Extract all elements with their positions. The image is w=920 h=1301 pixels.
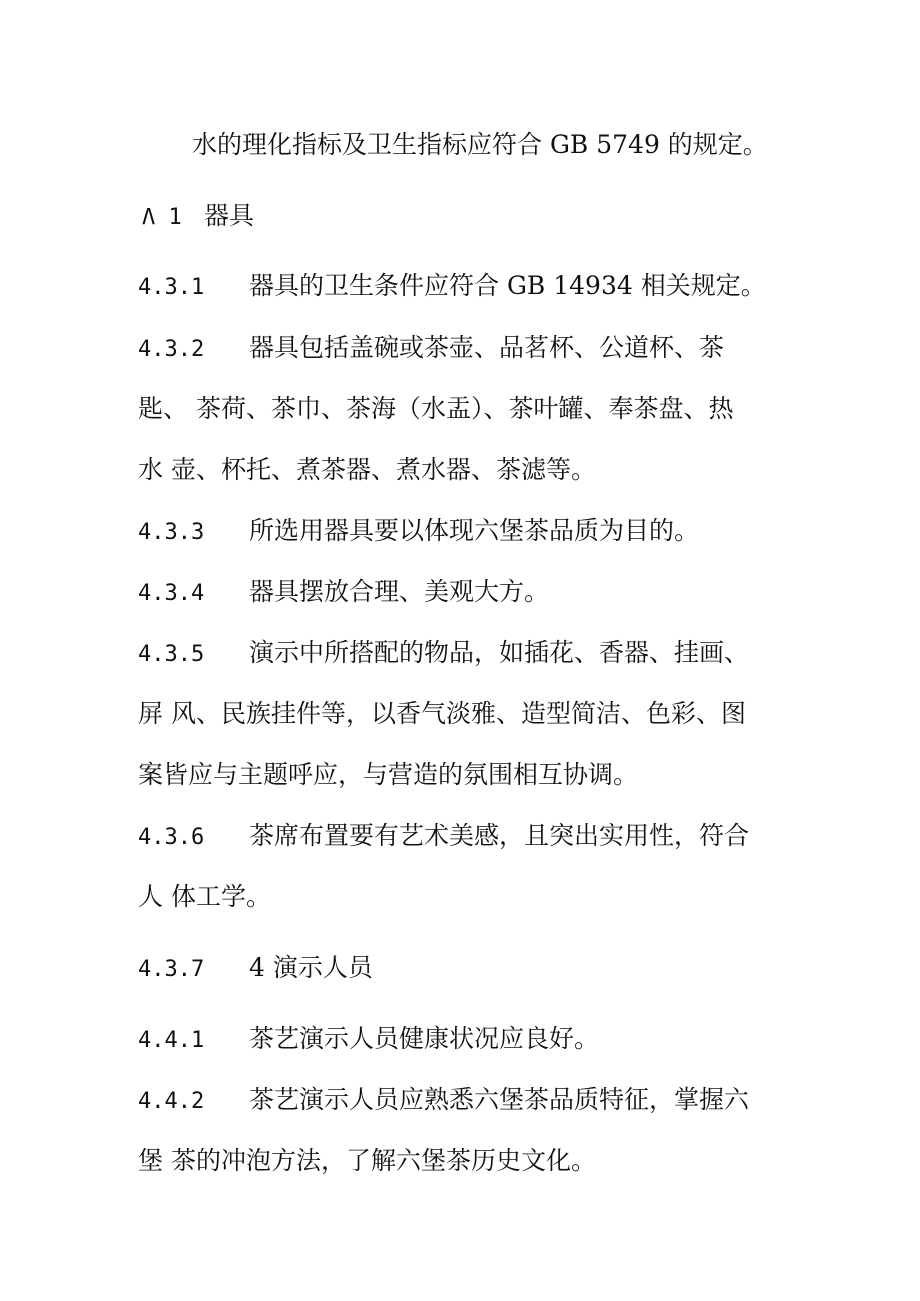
clause-text: 演示中所搭配的物品，如插花、香器、挂画、 xyxy=(249,638,750,667)
clause-number: 4.3.2 xyxy=(138,337,205,362)
clause-text: 4 演示人员 xyxy=(249,953,373,982)
clause-4-3-3 xyxy=(138,511,699,551)
clause-number: 4.3.1 xyxy=(138,275,205,300)
clause-4-3-5 xyxy=(138,633,749,673)
clause-text: 茶艺演示人员应熟悉六堡茶品质特征，掌握六 xyxy=(249,1085,750,1114)
clause-4-4-1 xyxy=(138,1019,599,1059)
clause-4-3-4 xyxy=(138,572,549,612)
clause-4-4-2 xyxy=(138,1080,749,1120)
section-heading-number: Λ 1 xyxy=(142,205,182,230)
clause-number: 4.3.7 xyxy=(138,957,205,982)
clause-number: 4.3.4 xyxy=(138,581,205,606)
clause-4-3-5-continued-1: 屏 风、民族挂件等，以香气淡雅、造型简洁、色彩、图 xyxy=(138,699,746,728)
clause-text: 器具摆放合理、美观大方。 xyxy=(249,577,550,606)
paragraph-water-standard: 水的理化指标及卫生指标应符合 GB 5749 的规定。 xyxy=(192,130,768,159)
clause-number: 4.4.2 xyxy=(138,1089,205,1114)
clause-number: 4.4.1 xyxy=(138,1028,205,1053)
clause-4-3-2 xyxy=(138,328,724,368)
clause-4-3-5-continued-2: 案皆应与主题呼应，与营造的氛围相互协调。 xyxy=(138,760,639,789)
section-heading-title: 器具 xyxy=(204,201,255,230)
clause-4-3-6-continued-1: 人 体工学。 xyxy=(138,882,271,911)
clause-text: 器具的卫生条件应符合 GB 14934 相关规定。 xyxy=(249,271,766,300)
clause-number: 4.3.6 xyxy=(138,825,205,850)
clause-4-3-6 xyxy=(138,816,749,856)
clause-4-3-7 xyxy=(138,948,373,988)
clause-4-4-2-continued-1: 堡 茶的冲泡方法，了解六堡茶历史文化。 xyxy=(138,1146,596,1175)
clause-4-3-2-continued-2: 水 壶、杯托、煮茶器、煮水器、茶滤等。 xyxy=(138,455,596,484)
clause-text: 器具包括盖碗或茶壶、品茗杯、公道杯、茶 xyxy=(249,333,725,362)
clause-4-3-2-continued-1: 匙、 茶荷、茶巾、茶海（水盂）、茶叶罐、奉茶盘、热 xyxy=(138,394,734,423)
clause-text: 茶席布置要有艺术美感，且突出实用性，符合 xyxy=(249,821,750,850)
clause-text: 茶艺演示人员健康状况应良好。 xyxy=(249,1024,600,1053)
clause-4-3-1 xyxy=(138,266,766,306)
section-heading-utensils xyxy=(138,196,254,236)
clause-number: 4.3.5 xyxy=(138,642,205,667)
clause-text: 所选用器具要以体现六堡茶品质为目的。 xyxy=(249,516,700,545)
clause-number: 4.3.3 xyxy=(138,520,205,545)
